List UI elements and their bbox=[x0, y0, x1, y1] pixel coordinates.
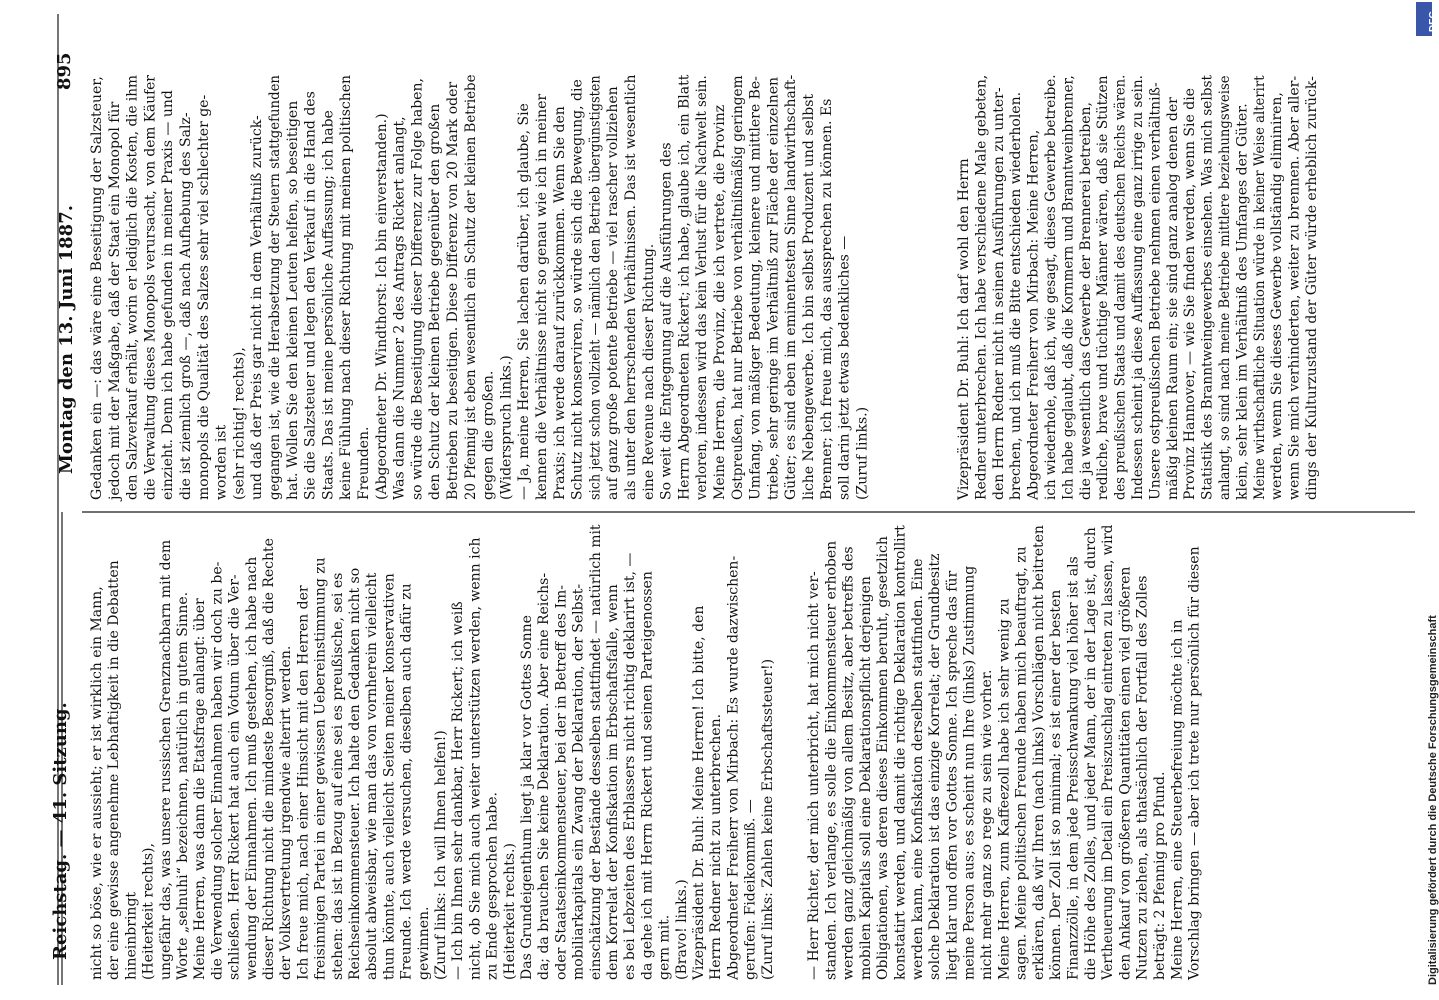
text-line: beträgt: 2 Pfennig pro Pfund. bbox=[1152, 771, 1168, 980]
text-line: Herrn Abgeordneten Rickert; ich habe, glaube ich, ein Blatt bbox=[676, 74, 693, 501]
text-line: und daß der Preis gar nicht in dem Verhältniß zurück- bbox=[249, 115, 266, 500]
text-line: dieser Richtung nicht die mindeste Besorgniß, daß die Rechte bbox=[261, 538, 277, 980]
text-line: die Höhe des Zolles, und jeder Mann, der in der Lage ist, durch bbox=[1082, 527, 1099, 980]
text-line: Redner unterbrechen. Ich habe verschiedene Male gebeten, bbox=[973, 74, 990, 500]
text-line: konstatirt werden, und damit die richtige Deklaration kontrollirt bbox=[892, 525, 909, 980]
text-line: (sehr richtig! rechts), bbox=[231, 347, 248, 500]
text-line: wendung der Einnahmen. Ich muß gestehen, ich habe nach bbox=[243, 556, 260, 980]
text-line: als unter den herrschenden Verhältnissen. Das ist wesentlich bbox=[623, 74, 639, 500]
text-line: werden ganz gleichmäßig von allem Besitz, aber betreffs des bbox=[840, 546, 857, 980]
text-line: Indessen scheint ja diese Auffassung eine ganz irrige zu sein. bbox=[1130, 74, 1146, 500]
text-line: Vorschlag bringen — aber ich trete nur persönlich für diesen bbox=[1186, 546, 1203, 980]
text-line: den Ankauf von größeren Quantitäten einen viel größeren bbox=[1117, 566, 1134, 980]
text-line: ungefähr das, was unsere russischen Grenznachbarn mit dem bbox=[157, 539, 174, 980]
text-line: der Volksvertretung irgendwie alterirt werden. bbox=[278, 645, 295, 980]
text-line: Abgeordneter Freiherr von Mirbach: Meine Herren, bbox=[1025, 129, 1042, 500]
text-line: Praxis; ich werde darauf zurückkommen. Wenn Sie den bbox=[551, 106, 568, 500]
digitization-footer: Digitalisierung gefördert durch die Deutsche Forschungsgemeinschaft bbox=[1427, 615, 1439, 985]
text-line: Güter; es sind eben im eminentesten Sinne landwirthschaft- bbox=[783, 74, 800, 500]
text-line: absolut abweisbar, wie man das von vornherein vielleicht bbox=[364, 572, 381, 980]
text-line: liche Nebengewerbe. Ich bin selbst Produzent und selbst bbox=[801, 93, 817, 500]
text-line: eine Revenue nach dieser Richtung. bbox=[640, 243, 657, 500]
text-line: wenn Sie mich verhinderten, weiter zu brennen. Aber aller- bbox=[1286, 75, 1303, 500]
text-line: klein, sehr klein im Verhältniß des Umfanges der Güter. bbox=[1234, 103, 1251, 500]
text-line: Statistik des Branntweingewerbes einsehen. Was mich selbst bbox=[1199, 74, 1216, 500]
text-line: (Abgeordneter Dr. Windthorst: Ich bin einverstanden.) bbox=[373, 113, 390, 500]
left-page-header: Reichstag. — 41. Sitzung. bbox=[50, 702, 71, 960]
text-line: Unsere ostpreußischen Betriebe nehmen einen verhältniß- bbox=[1147, 82, 1164, 500]
text-line: Finanzzölle, in dem jede Preisschwankung viel höher ist als bbox=[1065, 556, 1082, 980]
text-line: (Zuruf links.) bbox=[854, 406, 871, 500]
text-line: freisinnigen Partei in einer gewissen Uebereinstimmung zu bbox=[312, 557, 329, 980]
text-line: (Zuruf links: Ich will Ihnen helfen!) bbox=[433, 730, 449, 980]
text-line: Obligationen, was deren dieses Einkommen beruht, gesetzlich bbox=[875, 536, 892, 980]
text-line: die ja wesentlich das Gewerbe der Brennerei betreiben, bbox=[1077, 102, 1094, 500]
text-line: den Schutz der kleinen Betriebe gegenüber den großen bbox=[427, 103, 444, 500]
text-line: nicht mehr ganz so rege zu sein wie vorher. bbox=[979, 669, 995, 980]
dfg-logo bbox=[1416, 2, 1439, 36]
text-line: Betrieben zu beseitigen. Diese Differenz von 20 Mark oder bbox=[445, 81, 461, 500]
text-line: dem Korrelat der Konfiskation im Erbschaftsfalle, wenn bbox=[605, 584, 621, 980]
text-line: ich wiederhole, daß ich, wie gesagt, dieses Gewerbe betreibe. bbox=[1043, 74, 1059, 501]
text-line: die ist ziemlich groß —, daß nach Aufhebung des Salz- bbox=[178, 112, 194, 500]
text-line: solche Deklaration ist das einzige Korrelat; der Grundbesitz bbox=[927, 553, 944, 980]
text-line: Ostpreußen, hat nur Betriebe von verhältnißmäßig geringem bbox=[729, 75, 746, 500]
text-line: mobiliarkapitals ein Zwang der Deklaration, der Selbst- bbox=[570, 583, 587, 980]
text-line: der eine gewisse angenehme Lebhaftigkeit in die Debatten bbox=[106, 560, 123, 980]
text-line: werden kann, eine Konfiskation derselben stattfinden. Eine bbox=[909, 558, 926, 980]
text-line: 20 Pfennig ist eben wesentlich ein Schutz der kleinen Betriebe bbox=[462, 74, 479, 500]
text-line: verloren, indessen wird das kein Verlust für die Nachwelt sein. bbox=[694, 75, 711, 500]
text-line: Brenner; ich freue mich, das aussprechen zu können. Es bbox=[818, 98, 835, 500]
text-line: Freunden. bbox=[356, 426, 372, 500]
text-line: Herrn Redner nicht zu unterbrechen. bbox=[708, 713, 725, 980]
text-line: (Heiterkeit rechts.) bbox=[501, 843, 518, 980]
text-line: Abgeordneter Freiherr von Mirbach: Es wurde dazwischen- bbox=[725, 555, 742, 980]
text-line: dings der Kulturzustand der Güter würde erheblich zurück- bbox=[1304, 76, 1320, 500]
text-line: sich jetzt schon vollzieht — nämlich den Betrieb übergünstigsten bbox=[587, 75, 604, 501]
text-line: den Salzverkauf erhält, worin er lediglich die Kosten, die ihm bbox=[124, 75, 141, 501]
text-line: Freunde. Ich werde versuchen, dieselben auch dafür zu bbox=[398, 583, 415, 980]
text-line: (Widerspruch links.) bbox=[498, 355, 515, 500]
text-line: gegangen ist, wie die Herabsetzung der Steuern stattgefunden bbox=[267, 75, 283, 500]
text-line: meine Person aus; es scheint nun Ihre (links) Zustimmung bbox=[961, 565, 978, 980]
text-line: liegt klar und offen vor Gottes Sonne. Ich spreche das für bbox=[944, 570, 961, 980]
text-line: mobilen Kapitals soll eine Deklarationspflicht derjenigen bbox=[857, 576, 874, 980]
text-line: Ich habe geglaubt, daß die Kornmern und Branntweinbrenner, bbox=[1060, 75, 1077, 500]
text-line: Meine Herren, zum Kaffeezoll habe ich sehr wenig zu bbox=[996, 598, 1013, 980]
text-line: gewinnen. bbox=[415, 906, 432, 980]
text-line: die Verwendung solcher Einnahmen haben wir doch zu be- bbox=[209, 561, 226, 980]
text-line: — Ich bin Ihnen sehr dankbar, Herr Rickert; ich weiß bbox=[450, 601, 467, 980]
text-line: oder Staatseinkommensteuer, bei der in Betreff des Im- bbox=[553, 584, 570, 980]
text-line: monopols die Qualität des Salzes sehr viel schlechter ge- bbox=[195, 94, 212, 500]
text-line: Ich freue mich, nach einer Hinsicht mit den Herren der bbox=[295, 585, 312, 980]
text-line: gern mit. bbox=[656, 914, 673, 980]
text-line: Vertheuerung im Detail ein Preiszuschlag eintreten zu lassen, wird bbox=[1100, 524, 1117, 980]
dfg-logo-text: DFG bbox=[1428, 10, 1439, 32]
text-line: es bei Lebzeiten des Erblassers nicht richtig deklarirt ist, — bbox=[622, 552, 639, 980]
text-line: einschätzung der Bestände desselben stattfindet — natürlich mit bbox=[587, 524, 604, 980]
text-line: da gehe ich mit Herrn Rickert und seinen Parteigenossen bbox=[639, 571, 656, 980]
text-line: erklären, daß wir Ihren (nach links) Vorschlägen nicht beitreten bbox=[1030, 525, 1047, 980]
text-line: worden ist bbox=[213, 424, 230, 500]
text-line: da; da brauchen Sie keine Deklaration. Aber eine Reichs- bbox=[536, 572, 553, 980]
text-line: Reichseinkommensteuer. Ich halte den Gedanken nicht so bbox=[347, 567, 363, 980]
text-line: mäßig kleinen Raum ein; sie sind ganz analog denen der bbox=[1164, 97, 1181, 500]
text-line: Gedanken ein —: das wäre eine Beseitigung der Salzsteuer, bbox=[89, 76, 105, 500]
text-line: Was dann die Nummer 2 des Antrags Rickert anlangt, bbox=[391, 116, 408, 500]
text-line: Das Grundeigenthum liegt ja klar vor Gottes Sonne bbox=[519, 615, 535, 980]
text-line: keine Fühlung nach dieser Richtung mit meinen politischen bbox=[338, 74, 355, 500]
text-line: Worte „selnuhi“ bezeichnen, natürlich in gutem Sinne. bbox=[175, 591, 191, 980]
text-line: Sie die Salzsteuer und legen den Verkauf in die Hand des bbox=[302, 91, 319, 500]
text-line: Schutz nicht konserviren, so würde sich die Bewegung, die bbox=[569, 79, 586, 500]
text-line: so würde die Beseitigung dieser Differenz zur Folge haben, bbox=[409, 78, 426, 500]
text-line: So weit die Entgegnung auf die Ausführungen des bbox=[658, 142, 675, 500]
text-line: auf ganz große potente Betriebe — viel rascher vollziehen bbox=[605, 86, 622, 500]
text-line: Meine Herren, die Provinz, die ich vertrete, die Provinz bbox=[712, 104, 728, 500]
text-line: (Zuruf links: Zahlen keine Erbschaftssteuer!) bbox=[759, 658, 776, 980]
text-line: des preußischen Staats und damit des deutschen Reichs wären. bbox=[1112, 74, 1129, 500]
text-line: Meine wirthschaftliche Situation würde in keiner Weise alterirt bbox=[1251, 75, 1268, 500]
text-line: gerufen: Fideikommiß. — bbox=[742, 799, 759, 980]
text-line: zu Ende gesprochen habe. bbox=[484, 792, 501, 980]
text-line: (Bravo! links.) bbox=[673, 879, 690, 980]
text-line: Vizepräsident Dr. Buhl: Ich darf wohl den Herrn bbox=[956, 158, 972, 500]
text-line: anlangt, so sind nach meine Betriebe mittlere beziehungsweise bbox=[1217, 75, 1233, 501]
text-line: thun könnte, auch vielleicht Seiten meiner konservativen bbox=[381, 573, 398, 980]
text-line: kennen die Verhältnisse nicht so genau wie ich in meiner bbox=[534, 93, 550, 500]
text-line: hineinbringt bbox=[123, 891, 140, 980]
text-line: stehen: das ist in Bezug auf eine sei es preußische, sei es bbox=[329, 572, 346, 980]
text-line: Staats. Das ist meine persönliche Auffassung; ich habe bbox=[320, 110, 337, 500]
text-line: (Heiterkeit rechts), bbox=[140, 843, 157, 980]
text-line: Vizepräsident Dr. Buhl: Meine Herren! Ich bitte, den bbox=[691, 605, 707, 980]
text-line: gegen die großen. bbox=[480, 370, 497, 500]
text-line: nicht so böse, wie er aussieht; er ist wirklich ein Mann, bbox=[89, 586, 105, 980]
text-line: werden, wenn Sie dieses Gewerbe vollständig eliminiren, bbox=[1269, 92, 1286, 500]
text-line: schließen. Herr Rickert hat auch ein Votum über die Ver- bbox=[226, 574, 243, 980]
text-line: nicht, ob Sie mich auch weiter unterstützen werden, wenn ich bbox=[467, 537, 484, 980]
text-line: triebe, sehr geringe im Verhältniß zur Fläche der einzelnen bbox=[765, 76, 782, 500]
text-line: können. Der Zoll ist so minimal; es ist einer der besten bbox=[1048, 589, 1065, 980]
text-line: Provinz Hannover, — wie Sie finden werden, wenn Sie die bbox=[1182, 88, 1199, 500]
right-page-header-date: Montag den 13. Juni 1887. bbox=[56, 205, 77, 474]
text-line: Meine Herren, was dann die Etatsfrage anlangt: über bbox=[192, 598, 209, 980]
text-line: — Ja, meine Herren, Sie lachen darüber, ich glaube, Sie bbox=[516, 103, 533, 500]
text-line: Meine Herren, eine Steuerbefreiung möchte ich in bbox=[1169, 619, 1186, 980]
text-line: Nutzen zu ziehen, als thatsächlich der Fortfall des Zolles bbox=[1134, 575, 1151, 980]
text-line: einzieht. Denn ich habe gefunden in meiner Praxis — und bbox=[160, 90, 177, 500]
text-line: hat. Wollen Sie den kleinen Leuten helfen, so beseitigen bbox=[284, 100, 301, 500]
text-line: soll darin jetzt etwas bedenkliches — bbox=[836, 235, 853, 500]
page-number: 895 bbox=[54, 52, 75, 90]
text-line: — Herr Richter, der mich unterbricht, hat mich nicht ver- bbox=[806, 571, 822, 980]
text-line: die Verwaltung dieses Monopols verursacht, von dem Käufer bbox=[142, 75, 159, 501]
text-line: den Herrn Redner nicht in seinen Ausführungen zu unter- bbox=[990, 87, 1007, 500]
text-line: jedoch mit der Maßgabe, daß der Staat ein Monopol für bbox=[106, 101, 123, 500]
text-line: Umfang, von mäßiger Bedeutung, kleinere und mittlere Be- bbox=[747, 76, 764, 500]
text-line: standen. Ich verlange, es solle die Einkommensteuer erhoben bbox=[823, 540, 840, 980]
text-line: brechen, und ich muß die Bitte entschieden wiederholen. bbox=[1008, 91, 1025, 500]
text-line: redliche, brave und tüchtige Männer wären, daß sie Stützen bbox=[1095, 75, 1112, 500]
text-line: sagen. Meine politischen Freunde haben mich beauftragt, zu bbox=[1013, 546, 1030, 980]
